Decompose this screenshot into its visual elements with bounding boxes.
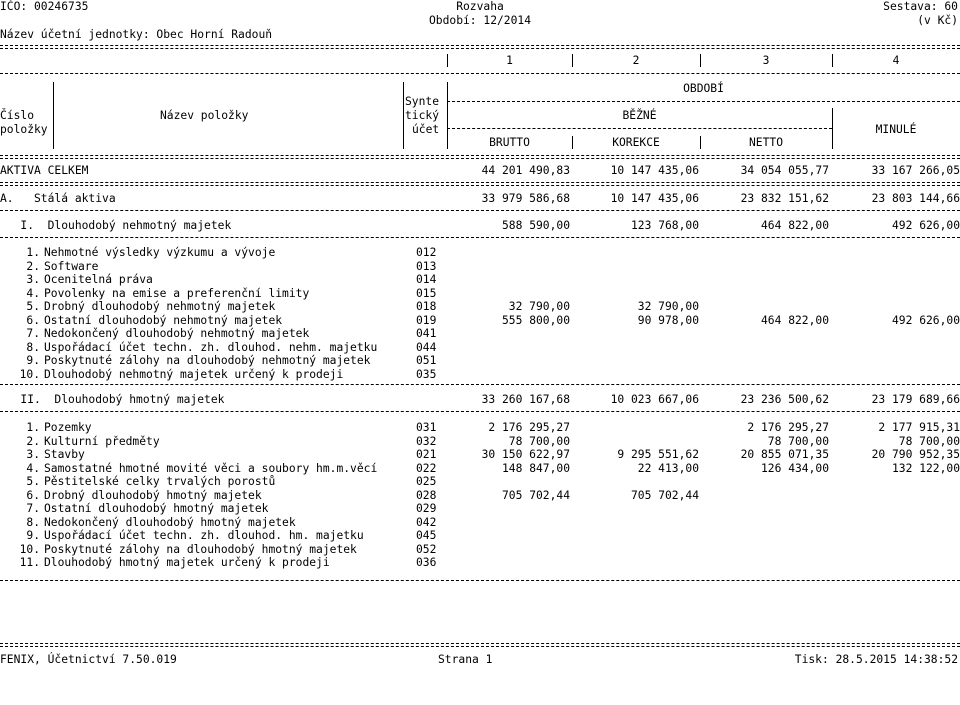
dashed-rule [0,580,960,581]
double-rule [0,182,960,186]
row-account: 032 [416,434,437,448]
row-number: 10. [19,542,40,556]
row-number: 1. [26,421,40,434]
software-text: FENIX, Účetnictví 7.50.019 [0,653,177,666]
table-row [0,300,960,313]
netto-value: 23 832 151,62 [740,192,829,205]
row-account: 035 [416,367,437,381]
row-name: Nedokončený dlouhodobý nehmotný majetek [44,327,310,340]
korekce-value: 9 295 551,62 [617,448,699,461]
korekce-value: 10 147 435,06 [610,164,699,177]
dashed-rule [447,128,832,129]
row-name: Dlouhodobý nehmotný majetek určený k prodeji [44,367,344,381]
row-account: 019 [416,313,437,327]
table-row [0,327,960,340]
table-row [0,502,960,515]
netto-value: 20 855 071,35 [740,448,829,461]
row-name: Ostatní dlouhodobý hmotný majetek [44,502,269,515]
dashed-rule [0,210,960,211]
bezne-heading: BĚŽNÉ [622,109,657,122]
row-number: 7. [26,502,40,515]
brutto-value: 32 790,00 [508,300,570,313]
brutto-value: 44 201 490,83 [481,164,570,177]
row-number: 6. [26,488,40,502]
row-number: 9. [26,529,40,542]
page-number: Strana 1 [438,653,493,666]
col-num-1: 1 [506,54,513,67]
row-account: 012 [416,246,437,259]
ico-text: IČO: 00246735 [0,0,89,13]
row-number: 4. [26,461,40,475]
row-account: 025 [416,475,437,488]
table-row [0,260,960,273]
table-row [0,246,960,259]
row-name: Drobný dlouhodobý nehmotný majetek [44,300,276,313]
synt-heading-1: Synte [405,95,440,108]
row-account: 013 [416,259,437,273]
row-account: 042 [416,515,437,529]
row-number: 2. [26,259,40,273]
table-row [0,287,960,300]
row-account: 014 [416,273,437,286]
synt-heading-2: tický [405,109,440,122]
row-number: 8. [26,515,40,529]
row-name: Samostatné hmotné movité věci a soubory hm.m.věcí [44,461,378,475]
minule-value: 132 122,00 [891,461,960,475]
row-account: 015 [416,286,437,300]
table-row [0,354,960,367]
brutto-heading: BRUTTO [489,136,530,149]
row-name: Dlouhodobý hmotný majetek určený k prodeji [44,556,330,569]
brutto-value: 30 150 622,97 [481,448,570,461]
table-row [0,435,960,448]
cislo-heading-1: Číslo [0,109,35,122]
column-numbers-row [0,54,960,67]
row-number: 3. [26,448,40,461]
double-rule [0,45,960,49]
row-account: 028 [416,488,437,502]
row-number: 5. [26,300,40,313]
document-title: Rozvaha [456,0,504,13]
row-name: Nedokončený dlouhodobý hmotný majetek [44,515,296,529]
table-row [0,341,960,354]
summary-label: A. Stálá aktiva [0,192,116,205]
minule-value: 78 700,00 [898,434,960,448]
table-row [0,516,960,529]
summary-row-nehmotny-majetek [0,219,960,232]
row-name: Uspořádací účet techn. zh. dlouhod. nehm. majetku [44,340,378,354]
table-row [0,368,960,381]
row-name: Poskytnuté zálohy na dlouhodobý hmotný majetek [44,542,357,556]
cislo-heading-2: položky [0,123,48,136]
table-row [0,448,960,461]
row-account: 045 [416,529,437,542]
minule-heading: MINULÉ [875,123,917,136]
period-text: Období: 12/2014 [428,14,532,27]
brutto-value: 78 700,00 [508,434,570,448]
synt-heading-3: účet [412,123,440,136]
row-name: Uspořádací účet techn. zh. dlouhod. hm. majetku [44,529,364,542]
row-account: 036 [416,556,437,569]
row-number: 11. [19,556,40,569]
minule-value: 492 626,00 [891,219,960,232]
summary-row-aktiva-celkem [0,164,960,177]
brutto-value: 705 702,44 [501,488,570,502]
table-row [0,475,960,488]
row-name: Software [44,259,99,273]
table-row [0,543,960,556]
table-row [0,421,960,434]
minule-value: 23 803 144,66 [871,192,960,205]
table-row [0,489,960,502]
summary-row-hmotny-majetek [0,393,960,406]
korekce-value: 10 023 667,06 [610,393,699,406]
table-row [0,462,960,475]
row-number: 8. [26,340,40,354]
minule-value: 33 167 266,05 [871,164,960,177]
currency-text: (v Kč) [917,14,958,27]
table-row [0,556,960,569]
netto-value: 2 176 295,27 [747,421,829,434]
netto-heading: NETTO [748,136,783,149]
minule-value: 20 790 952,35 [871,448,960,461]
brutto-value: 588 590,00 [501,219,570,232]
brutto-value: 33 979 586,68 [481,192,570,205]
unit-name-text: Název účetní jednotky: Obec Horní Radouň [0,28,273,41]
row-name: Kulturní předměty [44,434,160,448]
brutto-value: 2 176 295,27 [488,421,570,434]
col-divider [53,82,54,149]
korekce-value: 10 147 435,06 [610,192,699,205]
report-footer [0,653,960,666]
row-number: 3. [26,273,40,286]
row-account: 041 [416,327,437,340]
row-number: 7. [26,327,40,340]
row-number: 9. [26,354,40,367]
row-number: 2. [26,434,40,448]
row-name: Nehmotné výsledky výzkumu a vývoje [44,246,276,259]
row-account: 052 [416,542,437,556]
summary-label: II. Dlouhodobý hmotný majetek [0,393,225,406]
brutto-value: 33 260 167,68 [481,393,570,406]
col-num-2: 2 [632,54,640,67]
summary-label: AKTIVA CELKEM [0,164,89,177]
minule-value: 2 177 915,31 [878,421,960,434]
netto-value: 34 054 055,77 [740,164,829,177]
row-number: 4. [26,286,40,300]
korekce-value: 32 790,00 [637,300,699,313]
row-name: Ostatní dlouhodobý nehmotný majetek [44,313,283,327]
row-number: 6. [26,313,40,327]
netto-value: 464 822,00 [760,219,829,232]
minule-value: 23 179 689,66 [871,393,960,406]
row-name: Pěstitelské celky trvalých porostů [44,475,276,488]
row-name: Drobný dlouhodobý hmotný majetek [44,488,262,502]
report-header-line-3 [0,28,960,41]
korekce-value: 123 768,00 [630,219,699,232]
row-name: Ocenitelná práva [44,273,153,286]
row-account: 021 [416,448,437,461]
netto-value: 23 236 500,62 [740,393,829,406]
korekce-value: 705 702,44 [630,488,699,502]
minule-value: 492 626,00 [891,313,960,327]
brutto-value: 148 847,00 [501,461,570,475]
dashed-rule [447,101,960,102]
col-divider [403,82,404,149]
row-name: Poskytnuté zálohy na dlouhodobý nehmotný majetek [44,354,371,367]
row-account: 051 [416,354,437,367]
nazev-heading: Název položky [160,109,249,122]
row-name: Pozemky [44,421,92,434]
row-account: 022 [416,461,437,475]
table-row [0,273,960,286]
double-rule [0,155,960,159]
table-row [0,314,960,327]
double-rule [0,643,960,647]
brutto-value: 555 800,00 [501,313,570,327]
dashed-rule [0,411,960,412]
row-number: 10. [19,367,40,381]
summary-label: I. Dlouhodobý nehmotný majetek [0,219,232,232]
row-account: 018 [416,300,437,313]
dashed-rule [0,237,960,238]
report-header-line-1 [0,0,960,13]
netto-value: 464 822,00 [760,313,829,327]
netto-value: 78 700,00 [767,434,829,448]
sestava-text: Sestava: 60 [883,0,958,13]
row-name: Povolenky na emise a preferenční limity [44,286,310,300]
row-number: 5. [26,475,40,488]
dashed-rule [0,384,960,385]
row-account: 031 [416,421,437,434]
print-timestamp: Tisk: 28.5.2015 14:38:52 [794,653,958,666]
table-row [0,529,960,542]
dashed-rule [0,73,960,74]
col-num-4: 4 [892,54,900,67]
netto-value: 126 434,00 [760,461,829,475]
report-header-line-2 [0,14,960,27]
row-account: 044 [416,340,437,354]
col-num-3: 3 [762,54,770,67]
korekce-heading: KOREKCE [612,136,660,149]
row-number: 1. [26,246,40,259]
korekce-value: 22 413,00 [637,461,699,475]
obdobi-heading: OBDOBÍ [683,82,724,95]
korekce-value: 90 978,00 [637,313,699,327]
summary-row-stala-aktiva [0,192,960,205]
row-account: 029 [416,502,437,515]
row-name: Stavby [44,448,85,461]
